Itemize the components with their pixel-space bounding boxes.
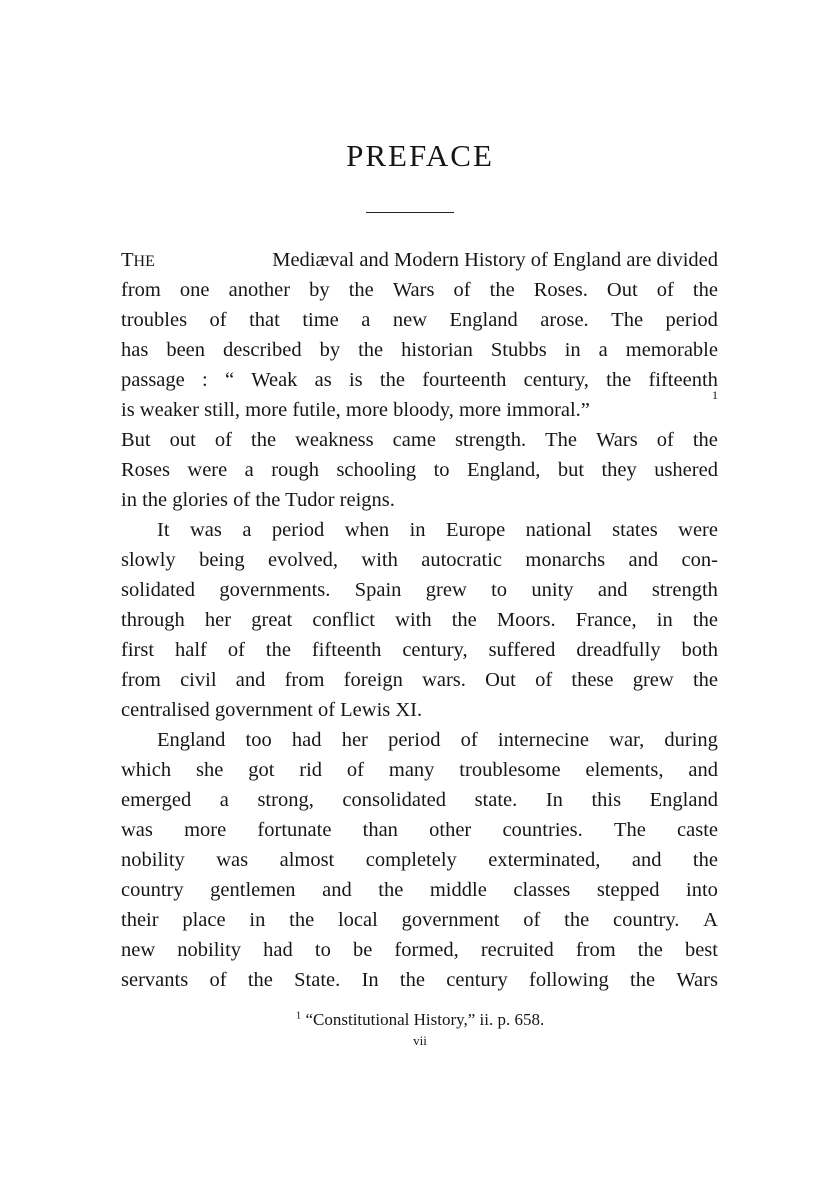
word: “ (224, 369, 235, 391)
word: grew (425, 579, 467, 601)
word: period (388, 729, 441, 751)
word: Wars (596, 429, 638, 451)
word: was (189, 519, 222, 541)
text-line: centralised government of Lewis XI. (121, 699, 423, 721)
word: the (637, 939, 663, 961)
word: monarchs (525, 549, 606, 571)
word: England (449, 309, 518, 331)
word: has (121, 339, 149, 361)
word: the (289, 909, 315, 931)
word: fourteenth (422, 369, 507, 391)
word: memorable (625, 339, 718, 361)
word: the (692, 429, 718, 451)
word: the (378, 879, 404, 901)
word: of (214, 429, 232, 451)
word: of (453, 279, 471, 301)
word: fifteenth (648, 369, 718, 391)
word: Wars (392, 279, 435, 301)
word: century (446, 969, 508, 991)
word: more (184, 819, 227, 841)
word: and (688, 759, 718, 781)
footnote-number: 1 (295, 1009, 302, 1022)
word: fifteenth (311, 639, 382, 661)
word: was (216, 849, 249, 871)
word: and (628, 549, 659, 571)
word: The (613, 819, 646, 841)
word: France, (575, 609, 637, 631)
text-line (121, 605, 718, 635)
word: when (344, 519, 390, 541)
word: and (597, 579, 628, 601)
word: England (157, 729, 226, 751)
word: of (227, 639, 245, 661)
text-line (121, 845, 718, 875)
text-line (121, 245, 718, 275)
word: strength. (454, 429, 527, 451)
word: governments. (219, 579, 331, 601)
word: and (631, 849, 662, 871)
word: consolidated (342, 789, 446, 811)
word: Out (485, 669, 516, 691)
word: they (601, 459, 637, 481)
word: the (247, 969, 273, 991)
word: by (309, 279, 330, 301)
word: ushered (654, 459, 718, 481)
word: during (664, 729, 718, 751)
word: unity (531, 579, 574, 601)
word: The (545, 429, 578, 451)
text-line (121, 575, 718, 605)
word: period (271, 519, 325, 541)
word: a (598, 339, 608, 361)
word: state. (474, 789, 518, 811)
word: a (244, 459, 254, 481)
word: century, (523, 369, 589, 391)
word: Moors. (496, 609, 556, 631)
text-line (121, 545, 718, 575)
word: in (249, 909, 266, 931)
word: con- (681, 549, 718, 571)
word: strong, (257, 789, 314, 811)
text-line (121, 785, 718, 815)
word: of (209, 969, 227, 991)
text-line (121, 635, 718, 665)
word: with (361, 549, 398, 571)
word: of (656, 279, 674, 301)
word: got (248, 759, 275, 781)
word: the (564, 909, 590, 931)
word: In (545, 789, 563, 811)
word: Out (606, 279, 638, 301)
word: to (491, 579, 508, 601)
word: evolved, (267, 549, 339, 571)
word: of (460, 729, 478, 751)
word: middle (429, 879, 487, 901)
word: strength (651, 579, 718, 601)
word: Europe (445, 519, 506, 541)
word: local (337, 909, 378, 931)
word: from (121, 279, 161, 301)
word: fortunate (257, 819, 332, 841)
word: from (575, 939, 616, 961)
word: being (199, 549, 245, 571)
line-text: is weaker still, more futile, more bloody, more immoral.” (121, 399, 590, 421)
word: to (314, 939, 331, 961)
word: the (692, 609, 718, 631)
word: conflict (312, 609, 375, 631)
word: be (352, 939, 373, 961)
word: It (157, 519, 170, 541)
word: emerged (121, 789, 192, 811)
page-title: PREFACE (346, 138, 494, 173)
word: the (348, 279, 374, 301)
word: described (223, 339, 302, 361)
word: servants (121, 969, 189, 991)
word: schooling (336, 459, 417, 481)
word: gentlemen (210, 879, 296, 901)
word: of (523, 909, 541, 931)
word: arose. (540, 309, 589, 331)
word: best (684, 939, 718, 961)
word: as (314, 369, 332, 391)
word: is (348, 369, 363, 391)
word: half (175, 639, 207, 661)
word: new (392, 309, 427, 331)
text-line (121, 935, 718, 965)
word: almost (279, 849, 335, 871)
word: the (630, 969, 656, 991)
word: countries. (502, 819, 583, 841)
word: war, (609, 729, 645, 751)
word: civil (180, 669, 217, 691)
word: Wars (676, 969, 718, 991)
word: she (195, 759, 224, 781)
word: were (678, 519, 718, 541)
text-line (121, 305, 718, 335)
word: England (649, 789, 718, 811)
footnote-marker: 1 (712, 388, 718, 402)
word: A (703, 909, 718, 931)
word: Roses (121, 459, 170, 481)
word: into (686, 879, 718, 901)
word: with (395, 609, 432, 631)
word: new (121, 939, 156, 961)
word: solidated (121, 579, 196, 601)
word: time (302, 309, 339, 331)
word: and (322, 879, 352, 901)
word: formed, (394, 939, 459, 961)
word: weakness (295, 429, 374, 451)
word: a (361, 309, 371, 331)
word: elements, (585, 759, 664, 781)
word: nobility (121, 849, 185, 871)
word: period (665, 309, 718, 331)
word: out (169, 429, 196, 451)
text-line (121, 755, 718, 785)
word: this (591, 789, 622, 811)
word: stepped (596, 879, 660, 901)
word: the (265, 639, 291, 661)
word: came (392, 429, 436, 451)
word: her (341, 729, 368, 751)
word: The (611, 309, 644, 331)
word: the (399, 969, 425, 991)
word: exterminated, (488, 849, 601, 871)
text-line (121, 875, 718, 905)
word: states (612, 519, 658, 541)
title-rule (366, 212, 454, 213)
word: been (166, 339, 206, 361)
text-line (121, 665, 718, 695)
lead-word: THE (121, 249, 155, 271)
word: : (202, 369, 208, 391)
text-line (121, 388, 718, 425)
word: the (451, 609, 477, 631)
word: the (692, 849, 718, 871)
word: from (284, 669, 325, 691)
word: other (429, 819, 472, 841)
word: a (242, 519, 252, 541)
word: classes (513, 879, 571, 901)
text-line (121, 275, 718, 305)
word: Roses. (533, 279, 588, 301)
word: many (388, 759, 435, 781)
text-line: in the glories of the Tudor reigns. (121, 489, 395, 511)
word: another (228, 279, 291, 301)
text-line (121, 965, 718, 995)
word: one (179, 279, 210, 301)
word: by (319, 339, 341, 361)
word: national (525, 519, 592, 541)
text-line (121, 335, 718, 365)
word: was (121, 819, 153, 841)
word: dreadfully (576, 639, 661, 661)
word: but (557, 459, 585, 481)
word: country. (612, 909, 680, 931)
word: to (433, 459, 450, 481)
word: rid (299, 759, 323, 781)
word: were (187, 459, 228, 481)
word: England, (466, 459, 541, 481)
word: had (291, 729, 322, 751)
word: in (656, 609, 673, 631)
word: passage (121, 369, 185, 391)
text-line (121, 515, 718, 545)
word: grew (632, 669, 674, 691)
footnote-text: “Constitutional History,” ii. p. 658. (305, 1010, 545, 1029)
word: than (362, 819, 398, 841)
word: internecine (497, 729, 589, 751)
word: great (251, 609, 293, 631)
word: these (571, 669, 614, 691)
word: in (564, 339, 581, 361)
word: the (379, 369, 405, 391)
word: the (251, 429, 277, 451)
word: in (409, 519, 426, 541)
text-line (121, 455, 718, 485)
word: which (121, 759, 172, 781)
word: nobility (177, 939, 242, 961)
word: caste (677, 819, 718, 841)
word: foreign (343, 669, 403, 691)
word: troublesome (459, 759, 561, 781)
word: of (656, 429, 674, 451)
word: In (361, 969, 379, 991)
word: Stubbs (490, 339, 547, 361)
word: through (121, 609, 185, 631)
word: Weak (251, 369, 298, 391)
word: too (245, 729, 272, 751)
word: from (121, 669, 161, 691)
word: following (529, 969, 609, 991)
word: place (182, 909, 226, 931)
word: their (121, 909, 159, 931)
word: slowly (121, 549, 176, 571)
word: her (204, 609, 232, 631)
word: rough (271, 459, 320, 481)
word: the (489, 279, 515, 301)
word: State. (294, 969, 341, 991)
body-text (121, 245, 718, 995)
word: the (692, 279, 718, 301)
word: recruited (480, 939, 554, 961)
footnote (0, 1010, 840, 1030)
word: had (263, 939, 293, 961)
word: autocratic (421, 549, 503, 571)
text-line (121, 815, 718, 845)
word: historian (401, 339, 473, 361)
word: of (209, 309, 227, 331)
word: completely (365, 849, 457, 871)
word: that (249, 309, 280, 331)
word: of (346, 759, 364, 781)
word: wars. (422, 669, 466, 691)
word: of (535, 669, 553, 691)
text-line (121, 725, 718, 755)
text-line (121, 425, 718, 455)
word: the (606, 369, 632, 391)
word: first (121, 639, 155, 661)
text-line (121, 365, 718, 395)
word: Spain (354, 579, 402, 601)
word: suffered (488, 639, 556, 661)
word: the (358, 339, 384, 361)
word: and (235, 669, 266, 691)
word: government (401, 909, 500, 931)
word: the (692, 669, 718, 691)
word: a (219, 789, 229, 811)
word: both (681, 639, 718, 661)
word: troubles (121, 309, 188, 331)
word: But (121, 429, 151, 451)
text-line (121, 905, 718, 935)
word: century, (402, 639, 468, 661)
line-text: Mediæval and Modern History of England are divided (272, 249, 718, 271)
page-number: vii (413, 1033, 427, 1048)
word: country (121, 879, 184, 901)
